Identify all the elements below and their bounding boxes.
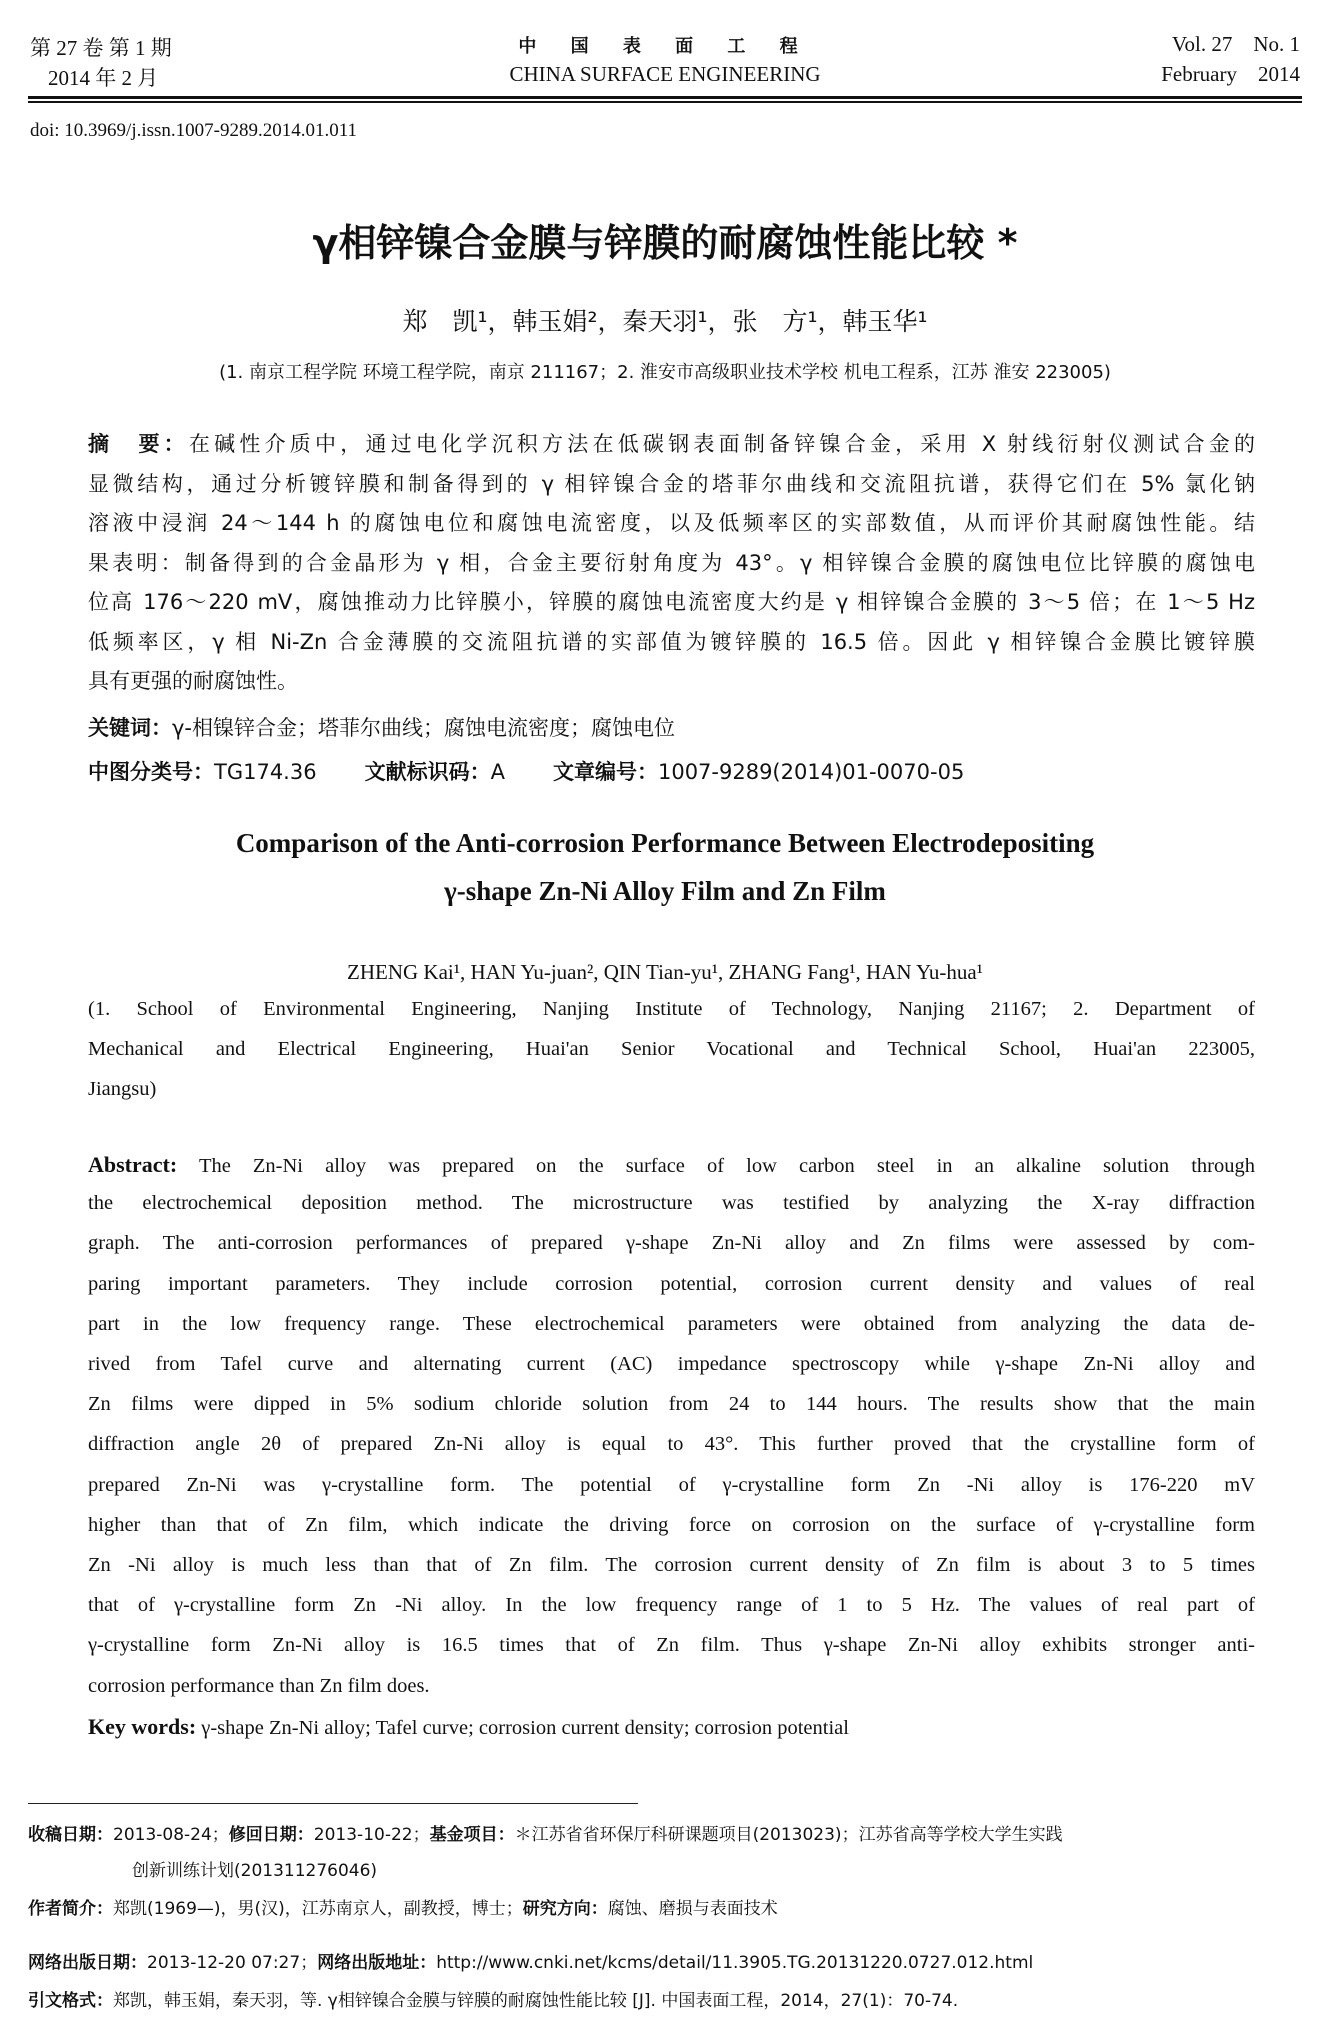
abstract-cn-text: 溶液中浸润 24～144 h 的腐蚀电位和腐蚀电流密度，以及低频率区的实部数值，从而评价其耐腐蚀性能。结: [88, 511, 1255, 535]
abstract-en-label: Abstract:: [88, 1152, 178, 1177]
footnote-online: [28, 1948, 1033, 1973]
online-url[interactable]: http://www.cnki.net/kcms/detail/11.3905.TG.20131220.0727.012.html: [436, 1953, 1034, 1973]
date-en: February 2014: [1161, 62, 1300, 86]
abstract-en-line: [88, 1675, 1255, 1698]
abstract-en-text: higher than that of Zn film, which indicate the driving force on corrosion on the surface of γ-crystalline form: [88, 1513, 1255, 1536]
keywords-cn-value: γ-相镍锌合金；塔菲尔曲线；腐蚀电流密度；腐蚀电位: [172, 716, 676, 740]
abstract-cn-text: 显微结构，通过分析镀锌膜和制备得到的 γ 相锌镍合金的塔菲尔曲线和交流阻抗谱，获得它们在 5% 氯化钠: [88, 471, 1255, 496]
keywords-en-value: γ-shape Zn-Ni alloy; Tafel curve; corrosion current density; corrosion potential: [201, 1717, 849, 1739]
bio-label: 作者简介：: [28, 1899, 113, 1919]
abstract-cn-text: 在碱性介质中，通过电化学沉积方法在低碳钢表面制备锌镍合金，采用 X 射线衍射仪测试合金的: [188, 432, 1256, 456]
abstract-en-line: [88, 1554, 1255, 1577]
affiliation-en-line: Mechanical and Electrical Engineering, Huai'an Senior Vocational and Technical School, Huai'an 223005,: [88, 1038, 1255, 1060]
doc-code-label: 文献标识码：: [364, 760, 491, 784]
abstract-en-text: paring important parameters. They include corrosion potential, corrosion current density and values of real: [88, 1272, 1255, 1295]
abstract-cn-label: 摘 要：: [88, 432, 189, 456]
abstract-en-line: [88, 1232, 1255, 1255]
title-en-line1: Comparison of the Anti-corrosion Performance Between Electrodepositing: [235, 828, 1095, 858]
abstract-cn-line: [88, 665, 1255, 695]
abstract-cn-text: 位高 176～220 mV，腐蚀推动力比锌膜小，锌膜的腐蚀电流密度大约是 γ 相锌镍合金膜的 3～5 倍；在 1～5 Hz: [88, 590, 1255, 614]
abstract-en-line: [88, 1152, 1255, 1178]
cite-label: 引文格式：: [28, 1991, 113, 2011]
abstract-en-line: [88, 1433, 1255, 1456]
revised-label: 修回日期：: [228, 1825, 314, 1845]
abstract-cn-text: 果表明：制备得到的合金晶形为 γ 相，合金主要衍射角度为 43°。γ 相锌镍合金膜的腐蚀电位比锌膜的腐蚀电: [88, 550, 1255, 575]
bio-value: 郑凯(1969—)，男(汉)，江苏南京人，副教授，博士；: [113, 1899, 523, 1919]
footnote-bio: [28, 1894, 778, 1919]
online-date: 2013-12-20 07:27；: [147, 1953, 318, 1973]
affiliation-cn: (1. 南京工程学院 环境工程学院，南京 211167；2. 淮安市高级职业技术学校 机电工程系，江苏 淮安 223005): [219, 362, 1111, 383]
authors-cn: 郑 凯¹，韩玉娟²，秦天羽¹，张 方¹，韩玉华¹: [402, 307, 928, 336]
title-cn: γ相锌镍合金膜与锌膜的耐腐蚀性能比较 *: [312, 221, 1018, 265]
received-label: 收稿日期：: [28, 1825, 113, 1845]
journal-name-en: CHINA SURFACE ENGINEERING: [509, 62, 821, 86]
abstract-en-text: that of γ-crystalline form Zn -Ni alloy. In the low frequency range of 1 to 5 Hz. The values of real part of: [88, 1594, 1255, 1617]
abstract-en-line: [88, 1634, 1255, 1657]
abstract-en-line: [88, 1273, 1255, 1296]
abstract-en-text: corrosion performance than Zn film does.: [88, 1674, 430, 1697]
abstract-en-text: γ-crystalline form Zn-Ni alloy is 16.5 times that of Zn film. Thus γ-shape Zn-Ni alloy exhibits stronger anti-: [88, 1634, 1255, 1657]
keywords-en-label: Key words:: [88, 1714, 197, 1739]
footnote-dates-fund: [28, 1820, 1063, 1845]
abstract-cn-text: 低频率区，γ 相 Ni-Zn 合金薄膜的交流阻抗谱的实部值为镀锌膜的 16.5 倍。因此 γ 相锌镍合金膜比镀锌膜: [88, 629, 1255, 654]
footnote-citation: [28, 1986, 958, 2011]
header-rule: [28, 96, 1302, 99]
research-value: 腐蚀、磨损与表面技术: [607, 1899, 778, 1919]
abstract-en-text: diffraction angle 2θ of prepared Zn-Ni alloy is equal to 43°. This further proved that the crystalline form of: [88, 1433, 1255, 1456]
article-number-value: 1007-9289(2014)01-0070-05: [657, 760, 965, 784]
abstract-en-text: rived from Tafel curve and alternating current (AC) impedance spectroscopy while γ-shape Zn-Ni alloy and: [88, 1353, 1255, 1375]
abstract-en-text: the electrochemical deposition method. The microstructure was testified by analyzing the X-ray diffraction: [88, 1192, 1255, 1215]
clc-label: 中图分类号：: [88, 760, 214, 784]
abstract-cn-line: [88, 626, 1255, 656]
authors-en: ZHENG Kai¹, HAN Yu-juan², QIN Tian-yu¹, ZHANG Fang¹, HAN Yu-hua¹: [347, 960, 983, 984]
header-rule-thin: [28, 101, 1302, 103]
abstract-cn-line: [88, 428, 1255, 458]
journal-name-cn: 中 国 表 面 工 程: [518, 36, 812, 57]
abstract-en-text: graph. The anti-corrosion performances of prepared γ-shape Zn-Ni alloy and Zn films were assessed by com-: [88, 1232, 1255, 1255]
affiliation-en-line: Jiangsu): [88, 1078, 157, 1100]
abstract-en-text: The Zn-Ni alloy was prepared on the surface of low carbon steel in an alkaline solution through: [198, 1155, 1255, 1177]
research-label: 研究方向：: [522, 1899, 608, 1919]
cite-value: 郑凯，韩玉娟，秦天羽，等. γ相锌镍合金膜与锌膜的耐腐蚀性能比较 [J]. 中国表面工程，2014，27(1)：70-74.: [113, 1991, 959, 2011]
fund-label: 基金项目：: [429, 1825, 515, 1845]
volume-issue-cn: 第 27 卷 第 1 期: [30, 36, 172, 60]
online-date-label: 网络出版日期：: [28, 1953, 147, 1973]
keywords-cn: [88, 712, 675, 742]
received-date: 2013-08-24；: [113, 1825, 229, 1845]
abstract-en-line: [88, 1192, 1255, 1215]
abstract-cn-line: [88, 586, 1255, 616]
abstract-cn-line: [88, 547, 1255, 577]
keywords-cn-label: 关键词：: [88, 716, 172, 740]
abstract-en-text: part in the low frequency range. These electrochemical parameters were obtained from analyzing the data de-: [88, 1312, 1255, 1335]
abstract-cn-line: [88, 468, 1255, 498]
abstract-en-text: Zn -Ni alloy is much less than that of Zn film. The corrosion current density of Zn film is about 3 to 5 times: [88, 1554, 1255, 1576]
volume-issue-en: Vol. 27 No. 1: [1172, 32, 1300, 56]
date-cn: 2014 年 2 月: [48, 66, 159, 90]
fund-value: ＊江苏省省环保厅科研课题项目(2013023)；江苏省高等学校大学生实践: [514, 1825, 1063, 1845]
revised-date: 2013-10-22；: [313, 1825, 430, 1845]
clc-value: TG174.36: [214, 760, 317, 784]
abstract-en-text: prepared Zn-Ni was γ-crystalline form. The potential of γ-crystalline form Zn -Ni alloy is 176-220 mV: [88, 1473, 1255, 1496]
abstract-en-line: [88, 1393, 1255, 1416]
title-en-line2: γ-shape Zn-Ni Alloy Film and Zn Film: [444, 876, 886, 906]
classification-line: [88, 756, 964, 786]
abstract-en-line: [88, 1514, 1255, 1537]
abstract-cn-text: 具有更强的耐腐蚀性。: [88, 669, 298, 693]
abstract-en-line: [88, 1313, 1255, 1336]
online-url-label: 网络出版地址：: [317, 1953, 437, 1973]
doc-code-value: A: [490, 760, 505, 784]
abstract-en-text: Zn films were dipped in 5% sodium chloride solution from 24 to 144 hours. The results show that the main: [88, 1393, 1255, 1416]
abstract-cn-line: [88, 507, 1255, 537]
abstract-en-line: [88, 1474, 1255, 1497]
doi: doi: 10.3969/j.issn.1007-9289.2014.01.011: [30, 120, 358, 141]
article-number-label: 文章编号：: [552, 760, 658, 784]
affiliation-en-line: (1. School of Environmental Engineering, Nanjing Institute of Technology, Nanjing 21167; 2. Department of: [88, 998, 1255, 1020]
footnote-separator: [28, 1803, 638, 1804]
keywords-en: [88, 1714, 849, 1740]
abstract-en-line: [88, 1594, 1255, 1617]
abstract-en-line: [88, 1353, 1255, 1376]
fund-continued: 创新训练计划(201311276046): [132, 1861, 378, 1881]
